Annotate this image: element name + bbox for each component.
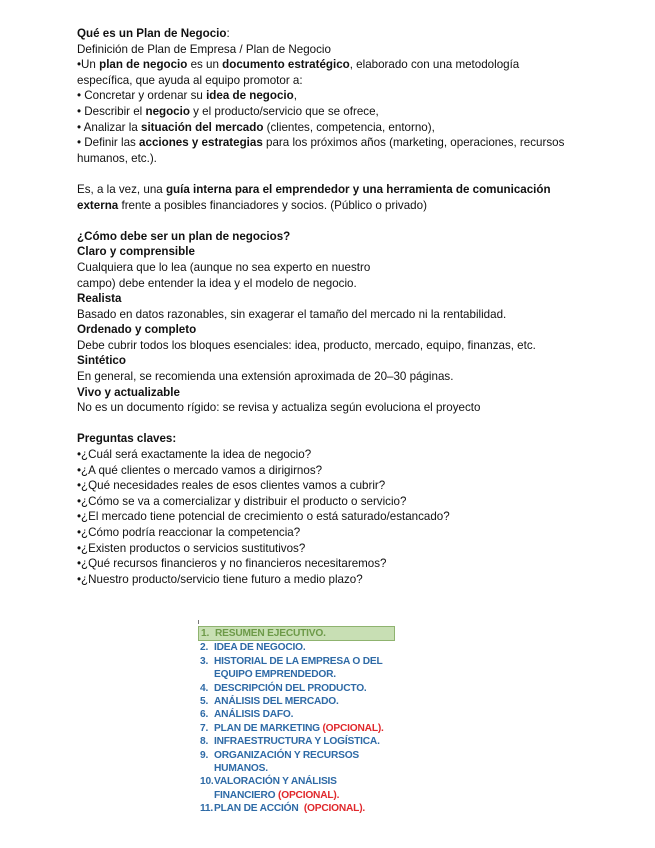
question-item: •¿Nuestro producto/servicio tiene futuro a medio plazo? (77, 572, 363, 586)
toc-item-10-cont: FINANCIERO (OPCIONAL). (214, 789, 340, 801)
question-item: •¿Qué recursos financieros y no financieros necesitaremos? (77, 557, 387, 571)
how-item-title: Vivo y actualizable (77, 385, 180, 399)
question-item: •¿Existen productos o servicios sustitutivos? (77, 541, 306, 555)
question-item: •¿Cuál será exactamente la idea de negocio? (77, 448, 312, 462)
toc-item-10: 10. VALORACIÓN Y ANÁLISIS (200, 776, 337, 788)
how-list (77, 244, 617, 416)
definition-line-1: •Un plan de negocio es un documento estratégico, elaborado con una metodología (77, 58, 520, 72)
subtitle: Definición de Plan de Empresa / Plan de Negocio (77, 42, 331, 56)
bullet-definir: • Definir las acciones y estrategias para los próximos años (marketing, operaciones, recursos (77, 136, 565, 150)
how-item-text: Cualquiera que lo lea (aunque no sea experto en nuestro (77, 260, 371, 274)
toc-item-1: 1. RESUMEN EJECUTIVO. (198, 626, 395, 641)
how-item-title: Realista (77, 292, 122, 306)
bullet-describir: • Describir el negocio y el producto/servicio que se ofrece, (77, 104, 379, 118)
toc-item-5: 5. ANÁLISIS DEL MERCADO. (200, 696, 339, 708)
question-item: •¿Qué necesidades reales de esos clientes vamos a cubrir? (77, 479, 386, 493)
how-item-title: Claro y comprensible (77, 245, 195, 259)
toc-item-4: 4. DESCRIPCIÓN DEL PRODUCTO. (200, 682, 367, 694)
title-bold: Qué es un Plan de Negocio (77, 27, 227, 40)
dual-line-2: externa frente a posibles financiadores y socios. (Público o privado) (77, 198, 427, 212)
question-item: •¿A qué clientes o mercado vamos a dirigirnos? (77, 463, 323, 477)
how-item-text: Debe cubrir todos los bloques esenciales: idea, producto, mercado, equipo, finanzas, etc. (77, 338, 536, 352)
question-item: •¿Cómo podría reaccionar la competencia? (77, 526, 301, 539)
question-item: •¿Cómo se va a comercializar y distribuir el producto o servicio? (77, 494, 407, 508)
how-item-text: En general, se recomienda una extensión aproximada de 20–30 páginas. (77, 370, 454, 384)
bullet-concretar: • Concretar y ordenar su idea de negocio, (77, 89, 297, 103)
plan-index (200, 626, 400, 816)
toc-item-7: 7. PLAN DE MARKETING (OPCIONAL). (200, 722, 384, 734)
toc-item-3: 3. HISTORIAL DE LA EMPRESA O DEL (200, 655, 383, 667)
toc-item-9-cont: HUMANOS. (214, 763, 268, 775)
toc-item-2: 2. IDEA DE NEGOCIO. (200, 642, 306, 654)
how-heading: ¿Cómo debe ser un plan de negocios? (77, 229, 291, 243)
toc-item-11: 11. PLAN DE ACCIÓN (OPCIONAL). (200, 803, 366, 815)
document-body (77, 26, 617, 587)
questions-heading: Preguntas claves: (77, 432, 177, 446)
title-colon: : (226, 27, 230, 40)
optional-tag: (OPCIONAL). (278, 789, 340, 801)
bullet-definir-cont: humanos, etc.). (77, 151, 157, 165)
toc-corner-mark (198, 620, 199, 624)
toc-item-6: 6. ANÁLISIS DAFO. (200, 709, 294, 721)
how-item-text: campo) debe entender la idea y el modelo de negocio. (77, 276, 357, 290)
how-item-title: Sintético (77, 354, 126, 368)
toc-item-3-cont: EQUIPO EMPRENDEDOR. (214, 669, 336, 681)
how-item-text: No es un documento rígido: se revisa y actualiza según evoluciona el proyecto (77, 401, 481, 415)
toc-item-9: 9. ORGANIZACIÓN Y RECURSOS (200, 749, 360, 761)
section-title (77, 26, 617, 42)
toc-item-8: 8. INFRAESTRUCTURA Y LOGÍSTICA. (200, 736, 380, 748)
dual-line-1: Es, a la vez, una guía interna para el emprendedor y una herramienta de comunicación (77, 182, 551, 196)
optional-tag: (OPCIONAL). (322, 722, 384, 734)
question-item: •¿El mercado tiene potencial de crecimiento o está saturado/estancado? (77, 510, 450, 524)
questions-list (77, 447, 617, 587)
definition-line-2: específica, que ayuda al equipo promotor a: (77, 73, 303, 87)
how-item-text: Basado en datos razonables, sin exagerar el tamaño del mercado ni la rentabilidad. (77, 307, 507, 321)
optional-tag: (OPCIONAL). (303, 803, 366, 815)
bullet-analizar: • Analizar la situación del mercado (clientes, competencia, entorno), (77, 120, 435, 134)
how-item-title: Ordenado y completo (77, 323, 197, 337)
